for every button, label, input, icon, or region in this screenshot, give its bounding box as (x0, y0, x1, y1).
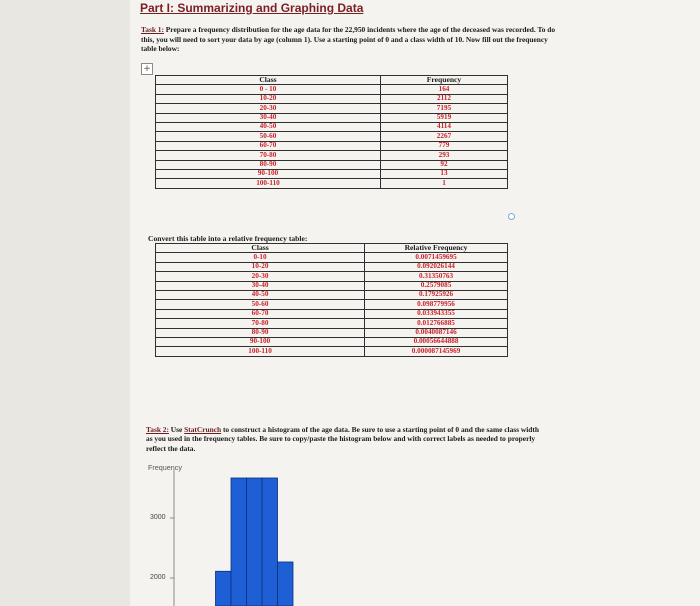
class-cell: 50-60 (156, 300, 365, 309)
class-cell: 30-40 (156, 113, 381, 122)
task2-label: Task 2: (146, 425, 169, 434)
frequency-cell[interactable]: 5919 (380, 113, 507, 122)
class-cell: 20-30 (156, 104, 381, 113)
table-move-handle-icon[interactable]: + (141, 63, 153, 75)
relative-frequency-cell[interactable]: 0.2579085 (365, 281, 508, 290)
y-axis-title: Frequency (148, 463, 182, 472)
y-tick-label: 3000 (150, 514, 166, 521)
histogram-bar-40-50 (262, 478, 278, 606)
class-cell: 70-80 (156, 319, 365, 328)
task2-pre: Use (168, 425, 185, 434)
histogram-bar-30-40 (247, 478, 263, 606)
relative-frequency-cell[interactable]: 0.0040087146 (365, 328, 508, 337)
part-title: Part I: Summarizing and Graphing Data (140, 1, 364, 15)
class-cell: 100-110 (156, 347, 365, 356)
y-tick-label: 2000 (150, 574, 166, 581)
class-header: Class (156, 76, 381, 85)
task1-text: Prepare a frequency distribution for the age data for the 22,950 incidents where the age of the deceased was recorded. To do this, you will need to sort your data by age (column 1). Use a starting point of 0 and a class width of 10. Now fill out the frequency table below: (141, 25, 556, 54)
statcrunch-link[interactable]: StatCrunch (184, 425, 222, 434)
relative-frequency-cell[interactable]: 0.000087145969 (365, 347, 508, 356)
histogram-bar-20-30 (231, 478, 247, 606)
class-cell: 80-90 (156, 328, 365, 337)
relative-frequency-cell[interactable]: 0.098779956 (365, 300, 508, 309)
relative-frequency-cell[interactable]: 0.17925926 (365, 290, 508, 299)
class-cell: 70-80 (156, 151, 381, 160)
class-cell: 60-70 (156, 309, 365, 318)
relative-frequency-cell[interactable]: 0.00056644888 (365, 337, 508, 346)
class-cell: 10-20 (156, 94, 381, 103)
class-cell: 10-20 (156, 262, 365, 271)
frequency-cell[interactable]: 7195 (380, 104, 507, 113)
frequency-cell[interactable]: 293 (380, 151, 507, 160)
relative-frequency-cell[interactable]: 0.033943355 (365, 309, 508, 318)
frequency-cell[interactable]: 2267 (380, 132, 507, 141)
class-cell: 80-90 (156, 160, 381, 169)
task2-text: to construct a histogram of the age data. Be sure to use a starting point of 0 and the same class width as you used in the frequency tables. Be sure to copy/paste the histogram below and with correct labels as needed to properly reflect the data. (146, 425, 539, 453)
task1-label: Task 1: (141, 25, 164, 34)
class-cell: 0 - 10 (156, 85, 381, 94)
histogram-bar-50-60 (278, 562, 294, 606)
class-cell: 50-60 (156, 132, 381, 141)
convert-instruction: Convert this table into a relative frequency table: (148, 234, 308, 243)
frequency-cell[interactable]: 4114 (380, 122, 507, 131)
relative-frequency-cell[interactable]: 0.012766885 (365, 319, 508, 328)
class-cell: 0-10 (156, 253, 365, 262)
relative-frequency-cell[interactable]: 0.0071459695 (365, 253, 508, 262)
relative-frequency-header: Relative Frequency (365, 244, 508, 253)
frequency-header: Frequency (380, 76, 507, 85)
relative-frequency-cell[interactable]: 0.31350763 (365, 272, 508, 281)
class-cell: 90-100 (156, 337, 365, 346)
class-cell: 60-70 (156, 141, 381, 150)
class-cell: 40-50 (156, 290, 365, 299)
relative-frequency-cell[interactable]: 0.092026144 (365, 262, 508, 271)
class-cell: 30-40 (156, 281, 365, 290)
frequency-cell[interactable]: 164 (380, 85, 507, 94)
frequency-cell[interactable]: 92 (380, 160, 507, 169)
class-cell: 20-30 (156, 272, 365, 281)
frequency-cell[interactable]: 2112 (380, 94, 507, 103)
class-cell: 90-100 (156, 169, 381, 178)
histogram-bar-10-20 (216, 571, 232, 606)
class-cell: 40-50 (156, 122, 381, 131)
class-header: Class (156, 244, 365, 253)
frequency-cell[interactable]: 1 (380, 179, 507, 188)
frequency-cell[interactable]: 13 (380, 169, 507, 178)
class-cell: 100-110 (156, 179, 381, 188)
frequency-cell[interactable]: 779 (380, 141, 507, 150)
